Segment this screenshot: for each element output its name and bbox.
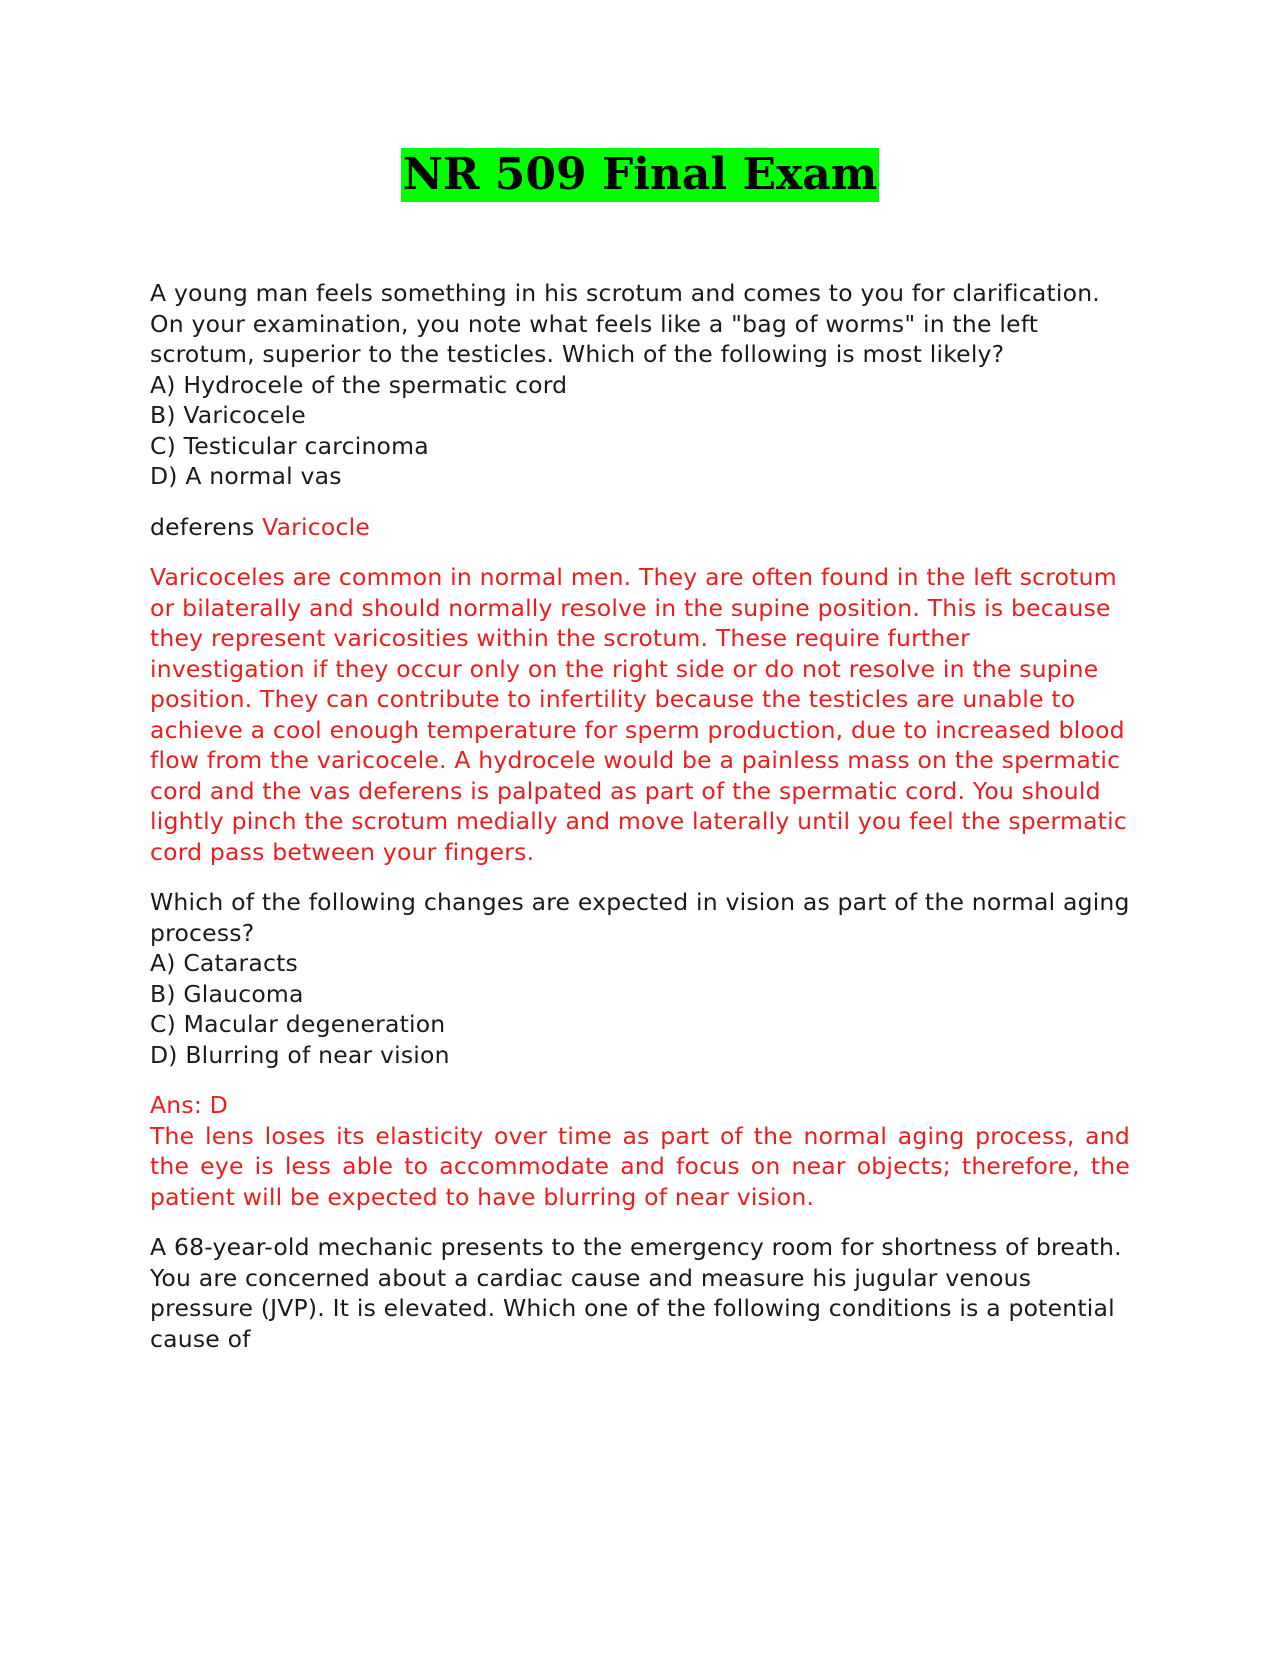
question-1-answer: Varicocle (262, 512, 370, 541)
question-2-rationale: The lens loses its elasticity over time as part of the normal aging process, and the eye is less able to accommodate and focus on near objects; therefore, the patient will be expected to have blurring of near vision. (150, 1121, 1130, 1211)
question-1-option-d: D) A normal vas (150, 462, 342, 490)
title-wrap (0, 148, 1280, 202)
question-2-stem: Which of the following changes are expected in vision as part of the normal aging process? (150, 888, 1130, 947)
question-1-option-b: B) Varicocele (150, 401, 306, 429)
question-1-rationale: Varicoceles are common in normal men. They are often found in the left scrotum or bilaterally and should normally resolve in the supine position. This is because they represent varicosities within the scrotum. These require further investigation if they occur only on the right side or do not resolve in the supine position. They can contribute to infertility because the testicles are unable to achieve a cool enough temperature for sperm production, due to increased blood flow from the varicocele. A hydrocele would be a painless mass on the spermatic cord and the vas deferens is palpated as part of the spermatic cord. You should lightly pinch the scrotum medially and move laterally until you feel the spermatic cord pass between your fingers. (150, 563, 1127, 866)
question-1-option-a: A) Hydrocele of the spermatic cord (150, 370, 568, 399)
question-2-option-a: A) Cataracts (150, 949, 298, 977)
question-2-option-d: D) Blurring of near vision (150, 1040, 450, 1069)
document-title: NR 509 Final Exam (402, 149, 878, 200)
document-body (150, 278, 1130, 1354)
question-1-answer-line (150, 512, 1130, 543)
question-2-option-b: B) Glaucoma (150, 979, 304, 1008)
question-2-option-c: C) Macular degeneration (150, 1010, 446, 1038)
question-3 (150, 1232, 1130, 1354)
question-2 (150, 887, 1130, 1212)
question-1-continuation: deferens (150, 512, 255, 541)
question-3-stem: A 68-year-old mechanic presents to the emergency room for shortness of breath. You are concerned about a cardiac cause and measure his jugular venous pressure (JVP). It is elevated. Which one of the following conditions is a potential cause of (150, 1233, 1122, 1353)
question-2-answer: Ans: D (150, 1091, 228, 1119)
question-1 (150, 278, 1130, 867)
question-1-stem: A young man feels something in his scrotum and comes to you for clarification. On your examination, you note what feels like a "bag of worms" in the left scrotum, superior to the testicles. Which of the following is most likely? (150, 279, 1100, 368)
question-1-option-c: C) Testicular carcinoma (150, 431, 429, 460)
